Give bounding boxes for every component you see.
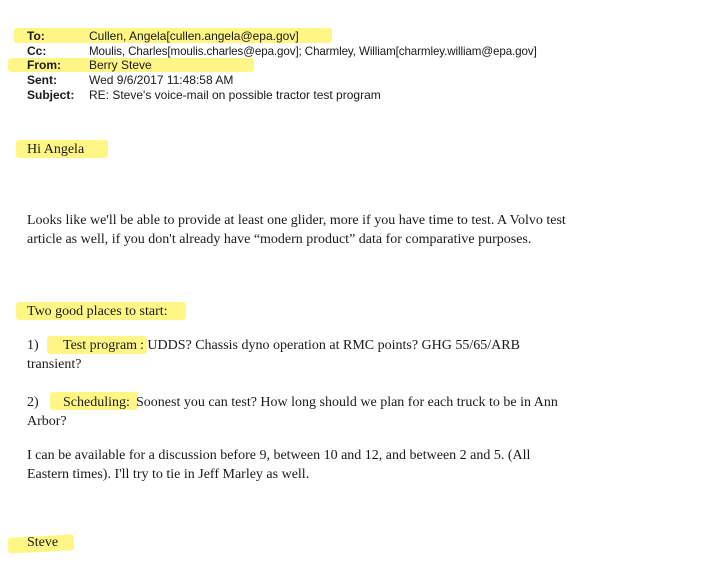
greeting: Hi Angela [27, 142, 85, 157]
header-from-row [27, 58, 667, 73]
list-intro: Two good places to start: [27, 304, 168, 319]
to-value: Cullen, Angela[cullen.angela@epa.gov] [89, 29, 299, 43]
header-cc-row [27, 44, 707, 59]
paragraph-line: Looks like we'll be able to provide at least one glider, more if you have time to test. A Volvo test [27, 213, 566, 228]
header-subject-row [27, 88, 667, 103]
subject-label: Subject: [27, 88, 75, 102]
sent-label: Sent: [27, 73, 57, 87]
item-number: 2) [27, 395, 39, 410]
subject-value: RE: Steve's voice-mail on possible tractor test program [89, 88, 381, 102]
header-sent-row [27, 73, 667, 88]
paragraph-line: Eastern times). I'll try to tie in Jeff Marley as well. [27, 467, 310, 482]
list-item-1-line2: transient? [27, 357, 82, 372]
item-text: : UDDS? Chassis dyno operation at RMC points? GHG 55/65/ARB [140, 338, 520, 353]
cc-value: Moulis, Charles[moulis.charles@epa.gov]; Charmley, William[charmley.william@epa.gov] [89, 45, 537, 58]
from-label: From: [27, 58, 61, 72]
from-value: Berry Steve [89, 58, 152, 72]
header-to-row [27, 29, 667, 44]
paragraph-line: article as well, if you don't already have “modern product” data for comparative purposes. [27, 232, 532, 247]
sent-value: Wed 9/6/2017 11:48:58 AM [89, 73, 234, 87]
signature: Steve [27, 535, 59, 550]
item-label: Test program [63, 338, 138, 353]
item-label: Scheduling: [63, 395, 130, 410]
to-label: To: [27, 29, 45, 43]
item-text: Soonest you can test? How long should we plan for each truck to be in Ann [136, 395, 558, 410]
item-number: 1) [27, 338, 39, 353]
paragraph-line: I can be available for a discussion before 9, between 10 and 12, and between 2 and 5. (All [27, 448, 531, 463]
list-item-2-line2: Arbor? [27, 414, 67, 429]
cc-label: Cc: [27, 44, 47, 58]
